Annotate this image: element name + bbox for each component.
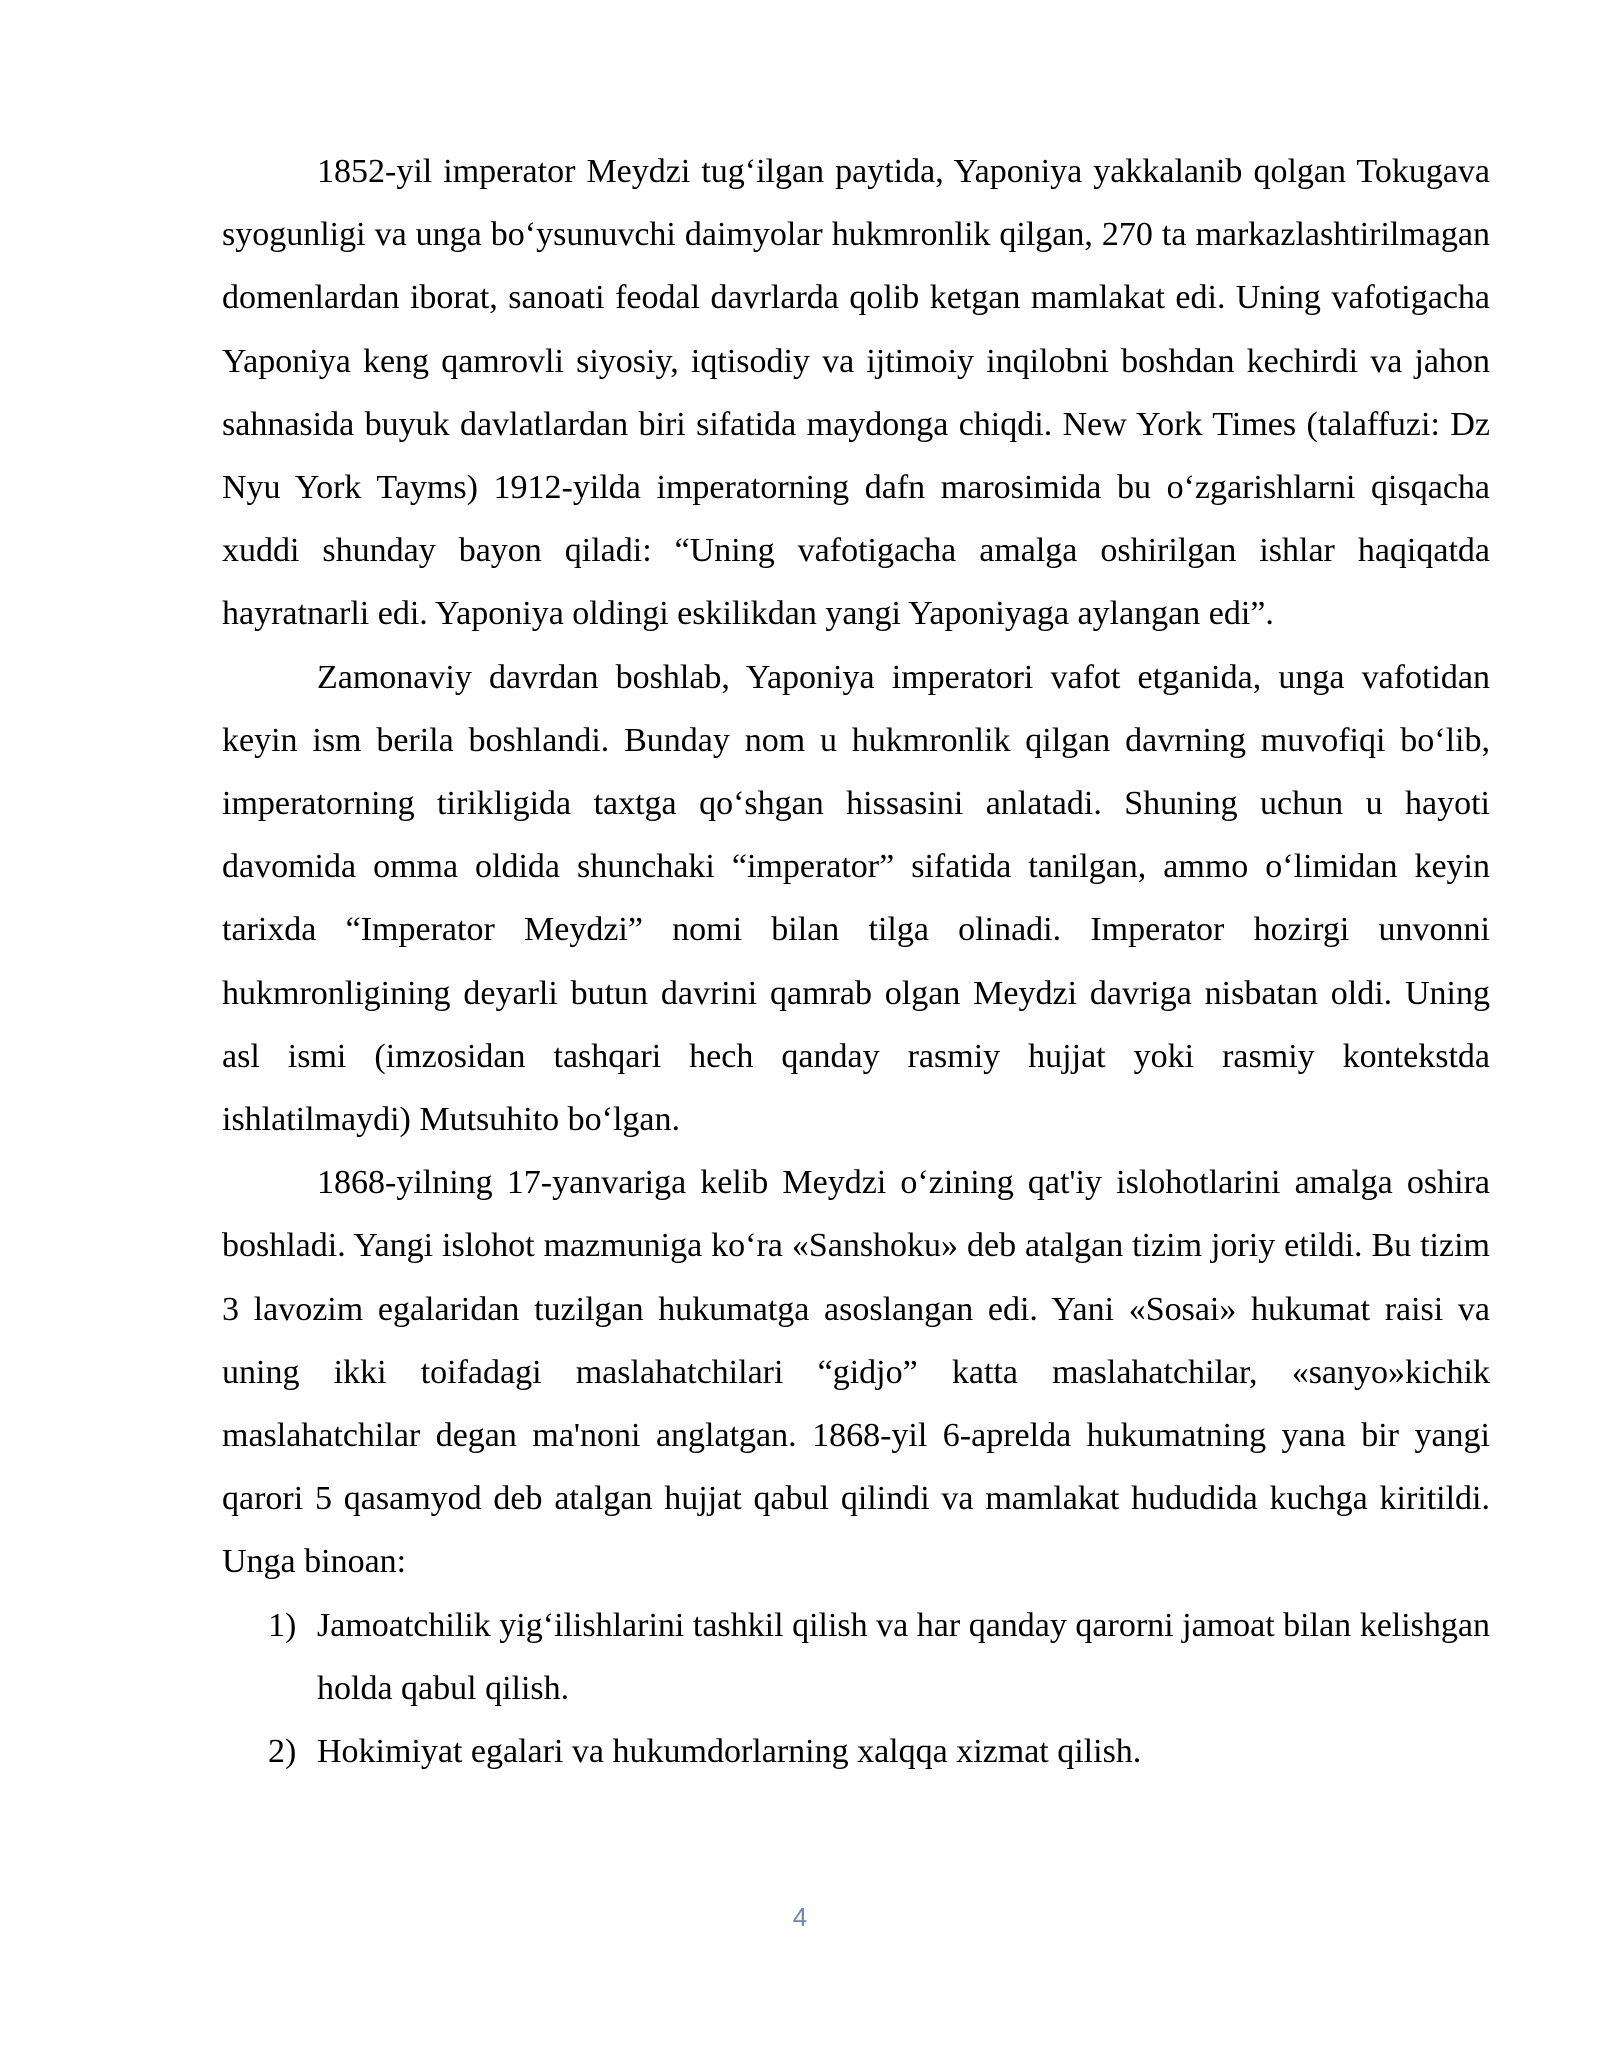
list-item-text: Jamoatchilik yig‘ilishlarini tashkil qilish va har qanday qarorni jamoat bilan kelishgan holda qabul qilish. xyxy=(317,1606,1490,1707)
paragraph-posthumous-name: Zamonaviy davrdan boshlab, Yaponiya imperatori vafot etganida, unga vafotidan keyin ism berila boshlandi. Bunday nom u hukmronlik qilgan davrning muvofiqi bo‘lib, imperatorning tirikligida taxtga qo‘shgan hissasini anlatadi. Shuning uchun u hayoti davomida omma oldida shunchaki “imperator” sifatida tanilgan, ammo o‘limidan keyin tarixda “Imperator Meydzi” nomi bilan tilga olinadi. Imperator hozirgi unvonni hukmronligining deyarli butun davrini qamrab olgan Meydzi davriga nisbatan oldi. Uning asl ismi (imzosidan tashqari hech qanday rasmiy hujjat yoki rasmiy kontekstda ishlatilmaydi) Mutsuhito bo‘lgan. xyxy=(222,658,1490,1139)
list-item xyxy=(222,1594,1490,1720)
paragraph-reforms-1868: 1868-yilning 17-yanvariga kelib Meydzi o‘zining qat'iy islohotlarini amalga oshira boshladi. Yangi islohot mazmuniga ko‘ra «Sanshoku» deb atalgan tizim joriy etildi. Bu tizim 3 lavozim egalaridan tuzilgan hukumatga asoslangan edi. Yani «Sosai» hukumat raisi va uning ikki toifadagi maslahatchilari “gidjo” katta maslahatchilar, «sanyo»kichik maslahatchilar degan ma'noni anglatgan. 1868-yil 6-aprelda hukumatning yana bir yangi qarori 5 qasamyod deb atalgan hujjat qabul qilindi va mamlakat hududida kuchga kiritildi. Unga binoan: xyxy=(222,1164,1490,1581)
list-item xyxy=(222,1720,1490,1783)
paragraph-meiji-birth: 1852-yil imperator Meydzi tug‘ilgan paytida, Yaponiya yakkalanib qolgan Tokugava syogunligi va unga bo‘ysunuvchi daimyolar hukmronlik qilgan, 270 ta markazlashtirilmagan domenlardan iborat, sanoati feodal davrlarda qolib ketgan mamlakat edi. Uning vafotigacha Yaponiya keng qamrovli siyosiy, iqtisodiy va ijtimoiy inqilobni boshdan kechirdi va jahon sahnasida buyuk davlatlardan biri sifatida maydonga chiqdi. New York Times (talaffuzi: Dz Nyu York Tayms) 1912-yilda imperatorning dafn marosimida bu o‘zgarishlarni qisqacha xuddi shunday bayon qiladi: “Uning vafotigacha amalga oshirilgan ishlar haqiqatda hayratnarli edi. Yaponiya oldingi eskilikdan yangi Yaponiyaga aylangan edi”. xyxy=(222,153,1490,633)
list-item-text: Hokimiyat egalari va hukumdorlarning xalqqa xizmat qilish. xyxy=(317,1733,1142,1771)
oath-list xyxy=(222,1594,1490,1784)
list-marker: 1) xyxy=(268,1606,297,1644)
list-marker: 2) xyxy=(268,1733,297,1771)
page-number: 4 xyxy=(792,1902,808,1932)
document-body xyxy=(222,140,1490,1783)
